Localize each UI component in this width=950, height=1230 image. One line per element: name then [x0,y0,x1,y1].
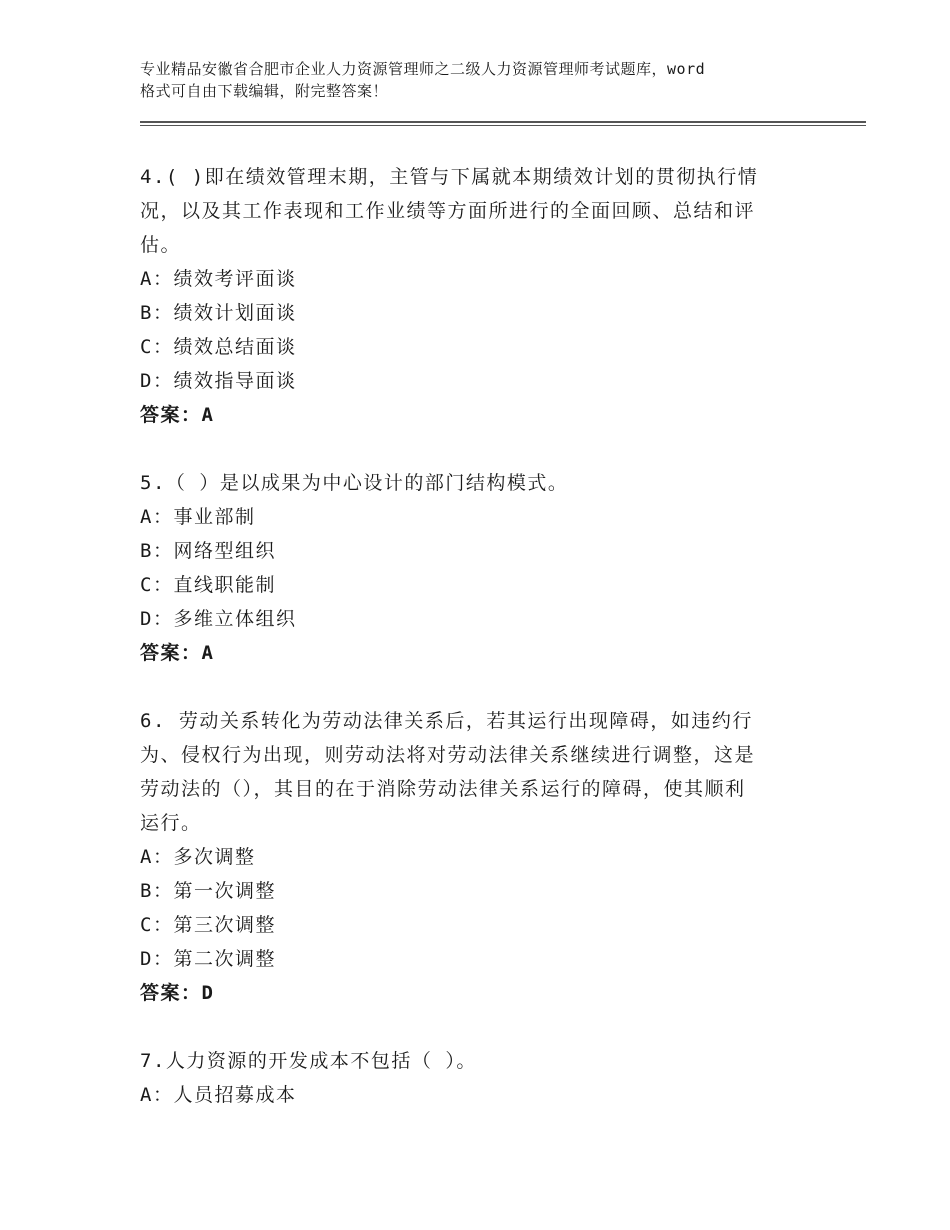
option-d: D：绩效指导面谈 [140,370,297,392]
question-text-line: 劳动法的（），其目的在于消除劳动法律关系运行的障碍，使其顺利 [140,778,746,800]
option-b: B：绩效计划面谈 [140,302,297,324]
header-divider-thick [140,121,866,123]
document-header [140,58,840,102]
option-a: A：事业部制 [140,506,256,528]
option-c: C：直线职能制 [140,574,276,596]
question-item [140,704,820,1010]
question-text-line: 为、侵权行为出现，则劳动法将对劳动法律关系继续进行调整，这是 [140,744,756,766]
question-item [140,466,820,670]
answer-line: 答案：A [140,642,215,664]
option-d: D：多维立体组织 [140,608,297,630]
question-text-line: 况，以及其工作表现和工作业绩等方面所进行的全面回顾、总结和评 [140,200,756,222]
option-b: B：网络型组织 [140,540,276,562]
question-list [140,160,820,1146]
question-text-line: 估。 [140,234,182,256]
header-line-1: 专业精品安徽省合肥市企业人力资源管理师之二级人力资源管理师考试题库，word [140,60,706,78]
question-item [140,160,820,432]
answer-line: 答案：A [140,404,215,426]
question-text-line: 运行。 [140,812,202,834]
option-c: C：第三次调整 [140,914,276,936]
question-text-line: 5.（ ）是以成果为中心设计的部门结构模式。 [140,472,569,494]
header-line-2: 格式可自由下载编辑，附完整答案！ [140,82,389,100]
option-c: C：绩效总结面谈 [140,336,297,358]
question-text-line: 4.( )即在绩效管理末期，主管与下属就本期绩效计划的贯彻执行情 [140,166,759,188]
question-text-line: 7.人力资源的开发成本不包括（ ）。 [140,1050,477,1072]
option-d: D：第二次调整 [140,948,276,970]
header-divider-thin [140,125,866,126]
answer-line: 答案：D [140,982,215,1004]
option-a: A：绩效考评面谈 [140,268,297,290]
question-text-line: 6. 劳动关系转化为劳动法律关系后，若其运行出现障碍，如违约行 [140,710,753,732]
question-item [140,1044,820,1112]
option-a: A：人员招募成本 [140,1084,297,1106]
option-b: B：第一次调整 [140,880,276,902]
option-a: A：多次调整 [140,846,256,868]
